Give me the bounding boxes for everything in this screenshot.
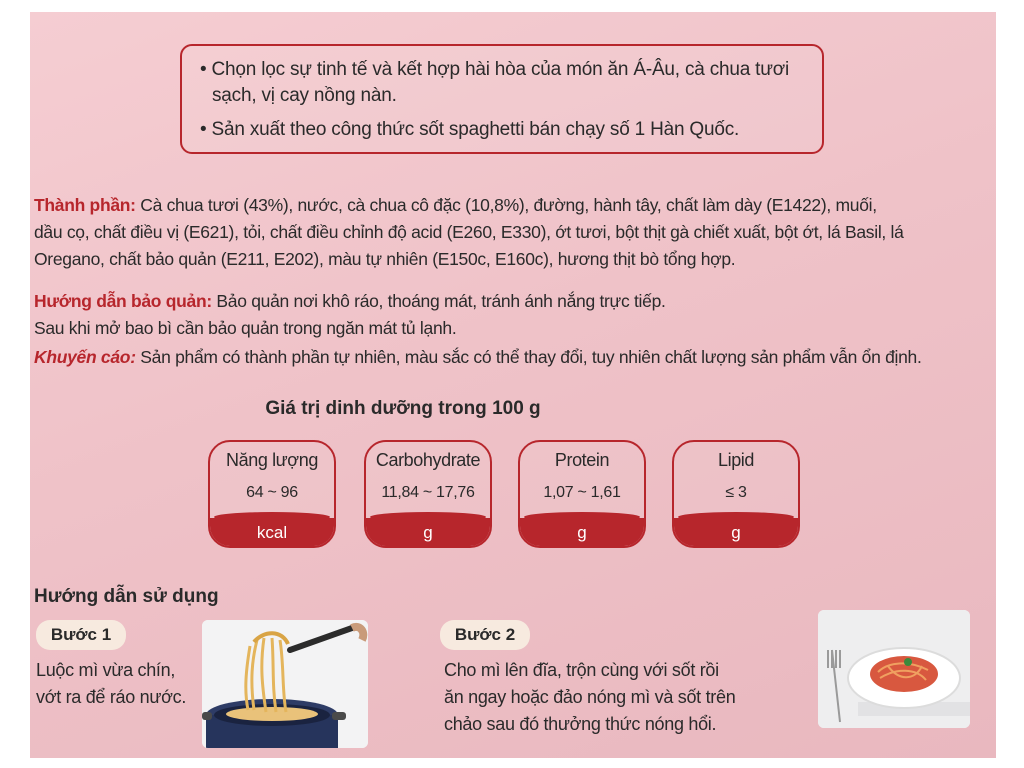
nutrition-unit: kcal: [208, 518, 336, 548]
nutrition-value: 64 ~ 96: [246, 484, 298, 501]
nutrition-unit: g: [672, 518, 800, 548]
nutrition-card-energy: [208, 440, 336, 548]
nutrition-card-protein: [518, 440, 646, 548]
highlights-box: [180, 44, 824, 154]
ingredients-text-1: Cà chua tươi (43%), nước, cà chua cô đặc (10,8%), đường, hành tây, chất làm dày (E1422), muối,: [135, 195, 877, 215]
package-back-panel: [30, 12, 996, 758]
nutrition-label: Protein: [554, 450, 610, 470]
storage-line-1: [34, 288, 666, 314]
step-1-text: [36, 657, 186, 711]
warning-text: Sản phẩm có thành phần tự nhiên, màu sắc có thể thay đổi, tuy nhiên chất lượng sản phẩm vẫn ổn định.: [135, 347, 922, 367]
highlight-line-3: • Sản xuất theo công thức sốt spaghetti bán chạy số 1 Hàn Quốc.: [200, 119, 740, 140]
highlight-line-1: • Chọn lọc sự tinh tế và kết hợp hài hòa của món ăn Á-Âu, cà chua tươi: [200, 59, 790, 80]
step-1-badge: Bước 1: [36, 620, 126, 650]
nutrition-value: 11,84 ~ 17,76: [381, 484, 475, 501]
step-2-line-1: Cho mì lên đĩa, trộn cùng với sốt rồi: [444, 660, 719, 680]
warning-line: [34, 344, 922, 370]
nutrition-label: Năng lượng: [226, 450, 318, 470]
nutrition-card-lipid: [672, 440, 800, 548]
nutrition-title: Giá trị dinh dưỡng trong 100 g: [265, 398, 541, 419]
step-2-badge: Bước 2: [440, 620, 530, 650]
spaghetti-plate-photo: [818, 610, 970, 728]
nutrition-value: 1,07 ~ 1,61: [543, 484, 621, 501]
storage-label: Hướng dẫn bảo quản:: [34, 291, 212, 311]
nutrition-unit: g: [518, 518, 646, 548]
ingredients-line-1: [34, 192, 877, 218]
pasta-pot-photo: [202, 620, 368, 748]
nutrition-label: Carbohydrate: [375, 450, 481, 470]
warning-label: Khuyến cáo:: [34, 347, 136, 367]
pasta-pot-icon: [202, 620, 368, 748]
step-2-text: [444, 657, 735, 738]
storage-line-2: Sau khi mở bao bì cần bảo quản trong ngăn mát tủ lạnh.: [34, 318, 457, 338]
nutrition-value: ≤ 3: [725, 484, 747, 501]
step-2-line-2: ăn ngay hoặc đảo nóng mì và sốt trên: [444, 687, 736, 707]
step-1-line-1: Luộc mì vừa chín,: [36, 660, 176, 680]
nutrition-card-carbohydrate: [364, 440, 492, 548]
ingredients-label: Thành phần:: [34, 195, 136, 215]
usage-title: Hướng dẫn sử dụng: [34, 586, 219, 607]
ingredients-line-2: dầu cọ, chất điều vị (E621), tỏi, chất điều chỉnh độ acid (E260, E330), ớt tươi, bột thịt gà chiết xuất, bột ớt, lá Basil, lá: [34, 222, 904, 242]
spaghetti-plate-icon: [818, 610, 970, 728]
storage-text-1: Bảo quản nơi khô ráo, thoáng mát, tránh ánh nắng trực tiếp.: [211, 291, 666, 311]
nutrition-unit: g: [364, 518, 492, 548]
step-1-line-2: vớt ra để ráo nước.: [36, 687, 187, 707]
highlight-line-2: sạch, vị cay nồng nàn.: [212, 85, 397, 106]
step-2-line-3: chảo sau đó thưởng thức nóng hổi.: [444, 714, 717, 734]
ingredients-line-3: Oregano, chất bảo quản (E211, E202), màu tự nhiên (E150c, E160c), hương thịt bò tổng hợp.: [34, 249, 736, 269]
nutrition-label: Lipid: [717, 450, 755, 470]
